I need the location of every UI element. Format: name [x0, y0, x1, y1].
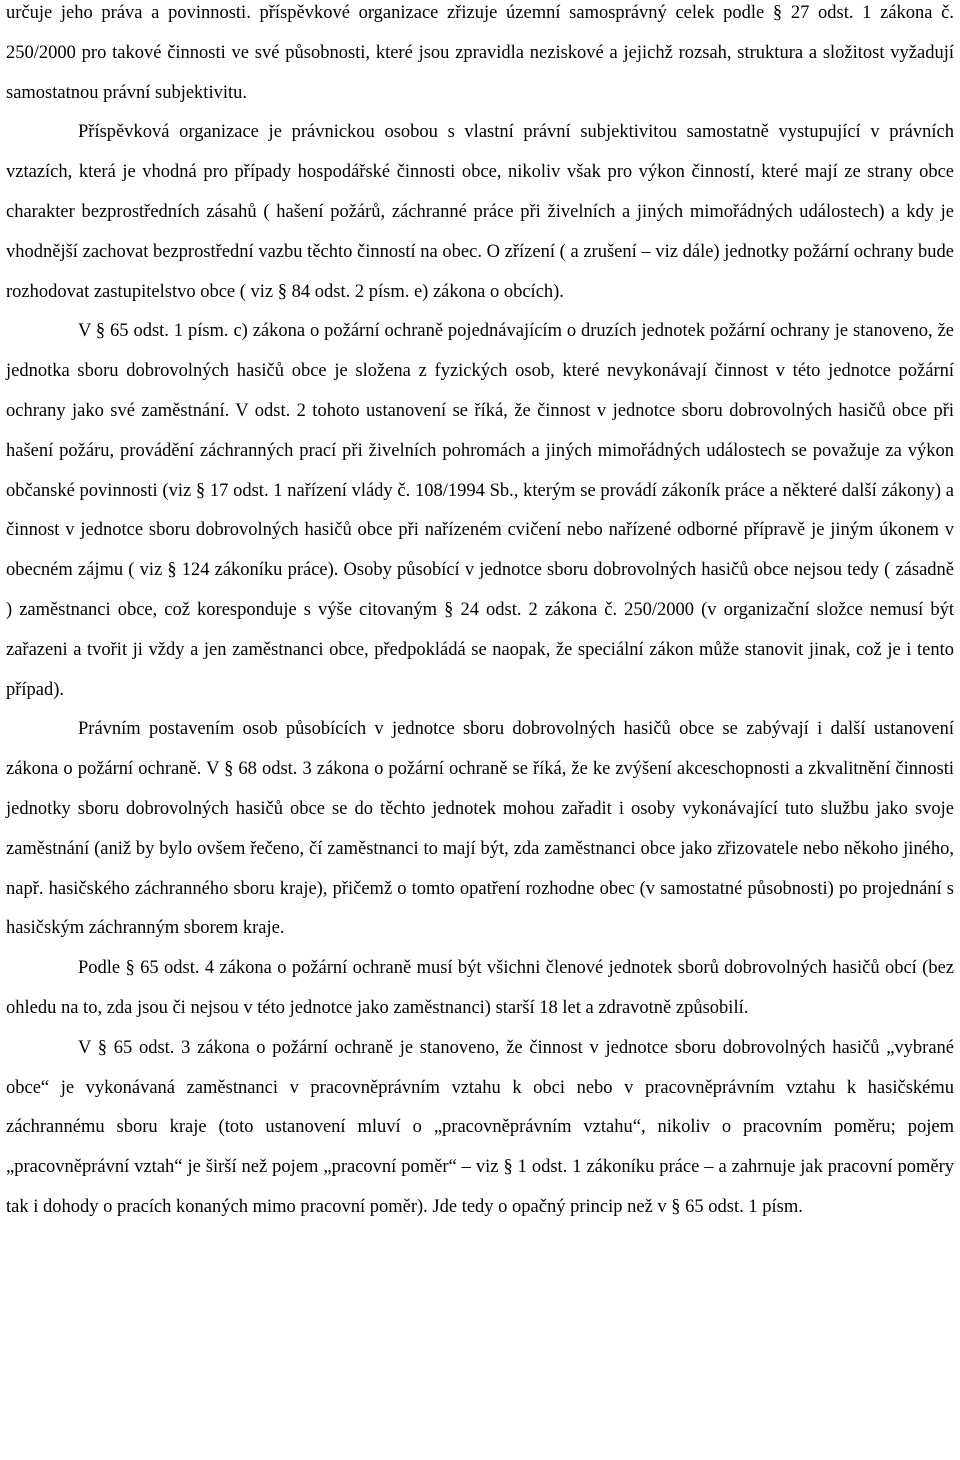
paragraph: Právním postavením osob působících v jednotce sboru dobrovolných hasičů obce se zabývají i další ustanovení zákona o požární ochraně. V § 68 odst. 3 zákona o požární ochraně se říká, že ke zvýšení akceschopnosti a zkvalitnění činnosti jednotky sboru dobrovolných hasičů obce se do těchto jednotek mohou zařadit i osoby vykonávající tuto službu jako svoje zaměstnání (aniž by bylo ovšem řečeno, čí zaměstnanci to mají být, zda zaměstnanci obce jako zřizovatele nebo někoho jiného, např. hasičského záchranného sboru kraje), přičemž o tomto opatření rozhodne obec (v samostatné působnosti) po projednání s hasičským záchranným sborem kraje. [6, 719, 954, 939]
paragraph: Podle § 65 odst. 4 zákona o požární ochraně musí být všichni členové jednotek sborů dobrovolných hasičů obcí (bez ohledu na to, zda jsou či nejsou v této jednotce jako zaměstnanci) starší 18 let a zdravotně způsobilí. [6, 958, 954, 1018]
paragraph: V § 65 odst. 1 písm. c) zákona o požární ochraně pojednávajícím o druzích jednotek požární ochrany je stanoveno, že jednotka sboru dobrovolných hasičů obce je složena z fyzických osob, které nevykonávají činnost v této jednotce požární ochrany jako své zaměstnání. V odst. 2 tohoto ustanovení se říká, že činnost v jednotce sboru dobrovolných hasičů obce při hašení požáru, provádění záchranných prací při živelních pohromách a jiných mimořádných událostech se považuje za výkon občanské povinnosti (viz § 17 odst. 1 nařízení vlády č. 108/1994 Sb., kterým se provádí zákoník práce a některé další zákony) a činnost v jednotce sboru dobrovolných hasičů obce při nařízeném cvičení nebo nařízené odborné přípravě je jiným úkonem v obecném zájmu ( viz § 124 zákoníku práce). Osoby působící v jednotce sboru dobrovolných hasičů obce nejsou tedy ( zásadně ) zaměstnanci obce, což koresponduje s výše citovaným § 24 odst. 2 zákona č. 250/2000 (v organizační složce nemusí být zařazeni a tvořit ji vždy a jen zaměstnanci obce, předpokládá se naopak, že speciální zákon může stanovit jinak, což je i tento případ). [6, 321, 954, 700]
paragraph: Příspěvková organizace je právnickou osobou s vlastní právní subjektivitou samostatně vystupující v právních vztazích, která je vhodná pro případy hospodářské činnosti obce, nikoliv však pro výkon činností, které mají ze strany obce charakter bezprostředních zásahů ( hašení požárů, záchranné práce při živelních a jiných mimořádných událostech) a kdy je vhodnější zachovat bezprostřední vazbu těchto činností na obec. O zřízení ( a zrušení – viz dále) jednotky požární ochrany bude rozhodovat zastupitelstvo obce ( viz § 84 odst. 2 písm. e) zákona o obcích). [6, 122, 954, 302]
paragraph: určuje jeho práva a povinnosti. příspěvkové organizace zřizuje územní samosprávný celek podle § 27 odst. 1 zákona č. 250/2000 pro takové činnosti ve své působnosti, které jsou zpravidla neziskové a jejichž rozsah, struktura a složitost vyžadují samostatnou právní subjektivitu. [6, 3, 954, 103]
paragraph: V § 65 odst. 3 zákona o požární ochraně je stanoveno, že činnost v jednotce sboru dobrovolných hasičů „vybrané obce“ je vykonávaná zaměstnanci v pracovněprávním vztahu k obci nebo v pracovněprávním vztahu k hasičskému záchrannému sboru kraje (toto ustanovení mluví o „pracovněprávním vztahu“, nikoliv o pracovním poměru; pojem „pracovněprávní vztah“ je širší než pojem „pracovní poměr“ – viz § 1 odst. 1 zákoníku práce – a zahrnuje jak pracovní poměry tak i dohody o pracích konaných mimo pracovní poměr). Jde tedy o opačný princip než v § 65 odst. 1 písm. [6, 1037, 954, 1217]
